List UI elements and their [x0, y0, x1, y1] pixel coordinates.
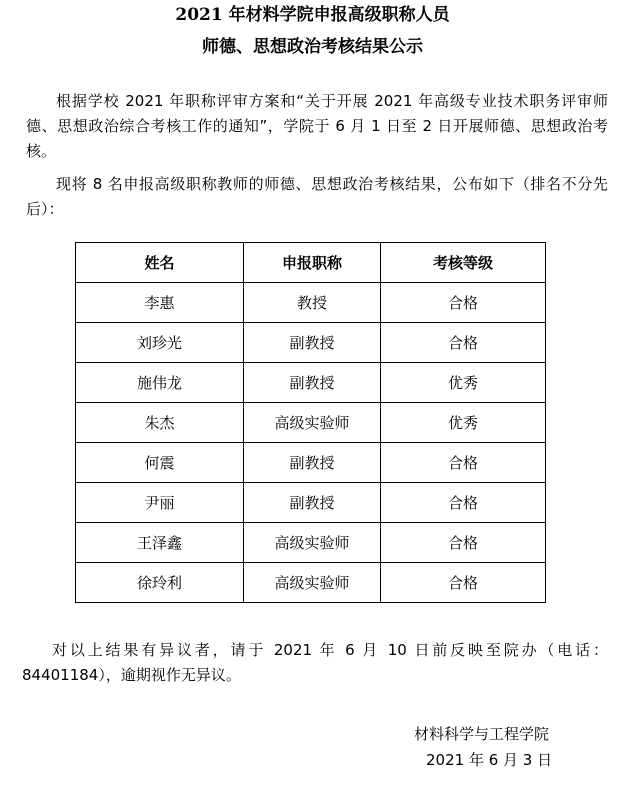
cell-grade: 优秀: [381, 403, 546, 443]
cell-grade: 合格: [381, 283, 546, 323]
cell-grade: 合格: [381, 443, 546, 483]
table-row: [76, 483, 546, 523]
cell-grade: 合格: [381, 523, 546, 563]
cell-title: 高级实验师: [244, 403, 381, 443]
cell-name: 王泽鑫: [76, 523, 244, 563]
cell-grade: 优秀: [381, 363, 546, 403]
objection-paragraph: 对以上结果有异议者，请于 2021 年 6 月 10 日前反映至院办（电话：84401184），逾期视作无异议。: [22, 641, 608, 684]
document-title-line-2: 师德、思想政治考核结果公示: [202, 37, 423, 57]
table-header-row: [76, 243, 546, 283]
table-row: [76, 363, 546, 403]
header-title: 申报职称: [244, 243, 381, 283]
table-row: [76, 323, 546, 363]
table-row: [76, 523, 546, 563]
cell-grade: 合格: [381, 483, 546, 523]
cell-title: 副教授: [244, 323, 381, 363]
cell-title: 副教授: [244, 363, 381, 403]
cell-name: 李惠: [76, 283, 244, 323]
announcement-paragraph: 现将 8 名申报高级职称教师的师德、思想政治考核结果，公布如下（排名不分先后）：: [26, 175, 608, 218]
table-row: [76, 443, 546, 483]
cell-name: 朱杰: [76, 403, 244, 443]
signature-organization: 材料科学与工程学院: [414, 725, 550, 743]
cell-title: 副教授: [244, 443, 381, 483]
header-name: 姓名: [76, 243, 244, 283]
cell-name: 何震: [76, 443, 244, 483]
header-grade: 考核等级: [381, 243, 546, 283]
cell-name: 刘珍光: [76, 323, 244, 363]
cell-title: 高级实验师: [244, 563, 381, 603]
cell-name: 尹丽: [76, 483, 244, 523]
cell-grade: 合格: [381, 563, 546, 603]
intro-paragraph: 根据学校 2021 年职称评审方案和“关于开展 2021 年高级专业技术职务评审师德、思想政治综合考核工作的通知”，学院于 6 月 1 日至 2 日开展师德、思想政治考核。: [26, 92, 608, 160]
table-row: [76, 563, 546, 603]
cell-title: 高级实验师: [244, 523, 381, 563]
results-table: [75, 242, 546, 603]
cell-title: 教授: [244, 283, 381, 323]
document-title-line-1: 2021 年材料学院申报高级职称人员: [175, 5, 450, 25]
signature-date: 2021 年 6 月 3 日: [426, 751, 553, 769]
cell-name: 施伟龙: [76, 363, 244, 403]
table-row: [76, 283, 546, 323]
cell-grade: 合格: [381, 323, 546, 363]
cell-name: 徐玲利: [76, 563, 244, 603]
cell-title: 副教授: [244, 483, 381, 523]
table-row: [76, 403, 546, 443]
